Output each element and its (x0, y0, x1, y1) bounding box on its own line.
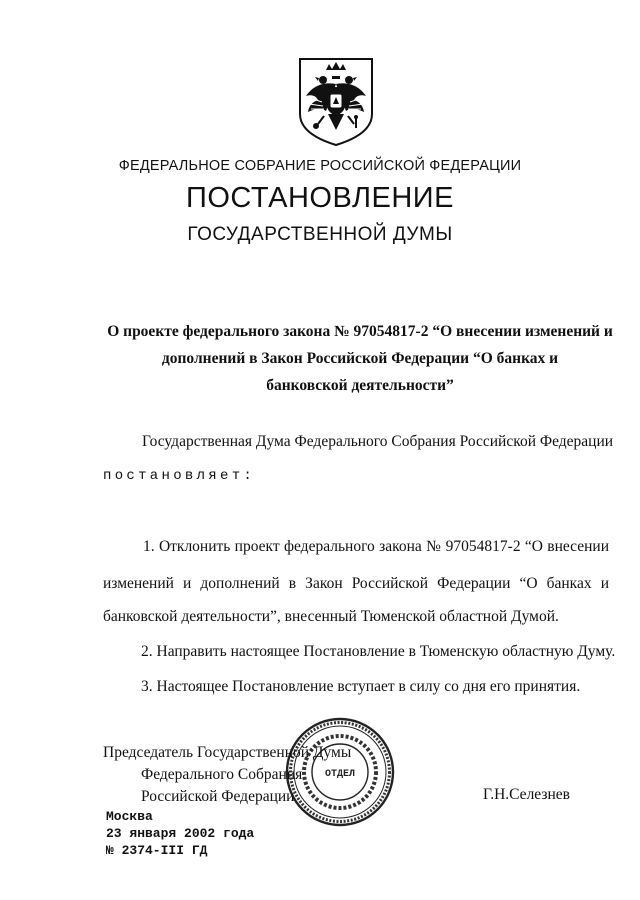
document-footer (106, 808, 254, 859)
protocol-department-stamp-icon (284, 716, 396, 828)
decrees-label: постановляет: (103, 468, 256, 484)
parliament-name: ФЕДЕРАЛЬНОЕ СОБРАНИЕ РОССИЙСКОЙ ФЕДЕРАЦИИ (118, 158, 522, 174)
subject-line: банковской деятельности” (266, 377, 454, 394)
city: Москва (106, 809, 153, 824)
date: 23 января 2002 года (106, 826, 255, 841)
resolution-subject (100, 318, 620, 399)
signatory-line: Федерального Собрания (141, 766, 303, 783)
signer-name: Г.Н.Селезнев (483, 786, 570, 803)
item-3: 3. Настоящее Постановление вступает в силу со дня его принятия. (141, 678, 581, 695)
item-2: 2. Направить настоящее Постановление в Тюменскую областную Думу. (141, 643, 616, 660)
document-title: ПОСТАНОВЛЕНИЕ (186, 182, 454, 214)
coat-of-arms-icon (296, 56, 376, 148)
preamble: Государственная Дума Федерального Собрания Российской Федерации (142, 433, 614, 450)
signatory-line: Российской Федерации (141, 788, 295, 805)
signatory-line: Председатель Государственной Думы (103, 744, 352, 761)
item-1-line: банковской деятельности”, внесенный Тюменской областной Думой. (103, 608, 559, 625)
subject-line: О проекте федерального закона № 97054817-2 “О внесении изменений и (107, 323, 613, 340)
item-1-line: 1. Отклонить проект федерального закона № 97054817-2 “О внесении (143, 538, 609, 555)
item-1-line: изменений и дополнений в Закон Российской Федерации “О банках и (103, 575, 609, 592)
stamp-center-text: ОТДЕЛ (324, 769, 356, 780)
document-number: № 2374-III ГД (106, 843, 208, 858)
document-subtitle: ГОСУДАРСТВЕННОЙ ДУМЫ (187, 224, 453, 245)
subject-line: дополнений в Закон Российской Федерации “О банках и (161, 350, 559, 367)
